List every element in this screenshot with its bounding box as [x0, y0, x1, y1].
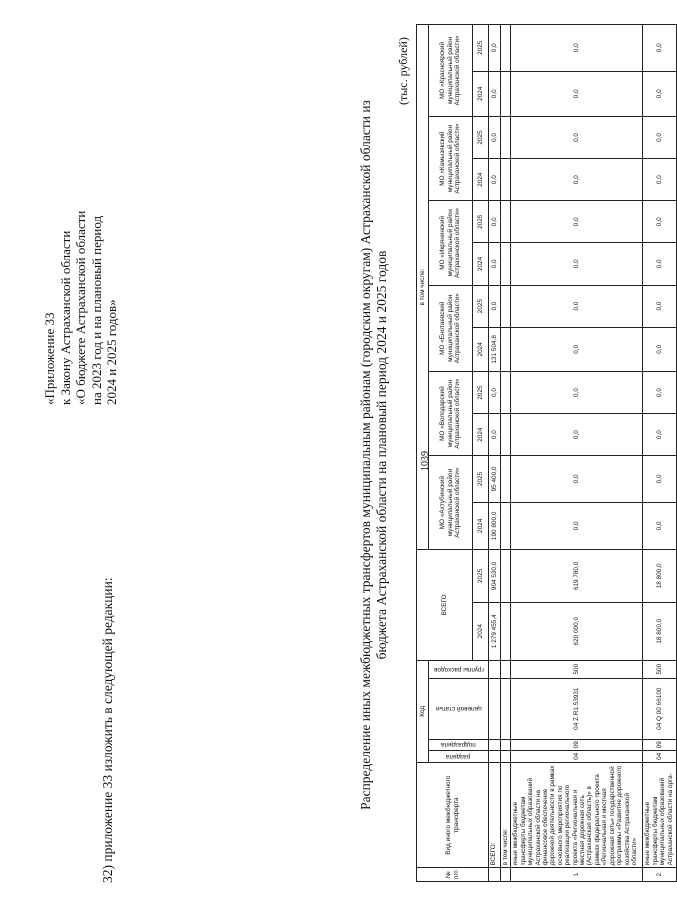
row-section: 04 — [511, 751, 643, 763]
units-label: (тыс. рублей) — [396, 37, 410, 105]
value-cell: 0,0 — [511, 201, 643, 243]
value-cell: 0,0 — [643, 116, 677, 158]
value-cell: 0,0 — [511, 25, 643, 72]
row-target: 04 Q 00 66100 — [643, 678, 677, 739]
appendix-header — [42, 211, 120, 405]
value-cell: 0,0 — [511, 159, 643, 201]
value-cell: 0,0 — [489, 201, 501, 243]
value-cell: 0,0 — [643, 371, 677, 413]
header-code-group: группы расходов — [429, 660, 489, 678]
value-cell: 0,0 — [643, 159, 677, 201]
value-cell: 0,0 — [511, 502, 643, 549]
header-including: в том числе: — [417, 25, 429, 550]
value-cell: 0,0 — [489, 116, 501, 158]
year-header: 2025 — [473, 456, 489, 502]
including-label: в том числе: — [501, 762, 511, 867]
value-cell: 190 800,0 — [489, 502, 501, 549]
document-title — [358, 25, 389, 885]
value-cell: 0,0 — [489, 159, 501, 201]
row-group: 500 — [643, 660, 677, 678]
header-code-section: раздела — [429, 751, 489, 763]
value-cell: 619 780,0 — [511, 550, 643, 603]
value-cell: 0,0 — [511, 116, 643, 158]
row-subsection: 09 — [511, 739, 643, 751]
row-section: 04 — [643, 751, 677, 763]
header-code: Код — [417, 660, 429, 762]
header-mo-kamyzyaksky: МО «Камызякский муниципальный район Астраханской области» — [429, 116, 473, 200]
transfers-table — [416, 24, 677, 882]
value-cell: 0,0 — [511, 243, 643, 285]
value-cell: 0,0 — [511, 414, 643, 456]
value-cell: 0,0 — [489, 371, 501, 413]
appendix-line: «Приложение 33 — [42, 312, 57, 405]
value-cell: 0,0 — [643, 243, 677, 285]
header-total: ВСЕГО — [417, 550, 473, 661]
row-num: 1 — [511, 868, 643, 882]
page-number: 1039 — [420, 451, 431, 471]
value-cell: 620 000,0 — [511, 602, 643, 660]
appendix-line: 2024 и 2025 годов» — [104, 299, 119, 405]
header-mo-volodarsky: МО «Володарский муниципальный район Астраханской области» — [429, 371, 473, 455]
year-header: 2024 — [473, 502, 489, 549]
year-header: 2024 — [473, 414, 489, 456]
value-cell: 95 400,0 — [489, 456, 501, 502]
year-header: 2025 — [473, 371, 489, 413]
title-line: Распределение иных межбюджетных трансфертов муниципальным районам (городским округам) Астраханской области из — [358, 100, 373, 810]
row-target: 04 Z R1 53931 — [511, 678, 643, 739]
header-num: № п/п — [417, 868, 489, 882]
year-header: 2024 — [473, 327, 489, 371]
value-cell: 0,0 — [511, 327, 643, 371]
appendix-line: к Закону Астраханской области — [57, 230, 73, 405]
including-row — [501, 25, 511, 882]
title-line: бюджета Астраханской области на плановый период 2024 и 2025 годов — [373, 250, 389, 660]
value-cell: 0,0 — [643, 25, 677, 72]
header-mo-ikryaninsky: МО «Икрянинский муниципальный район Астраханской области» — [429, 201, 473, 285]
value-cell: 0,0 — [489, 414, 501, 456]
year-header: 2024 — [473, 159, 489, 201]
year-header: 2025 — [473, 201, 489, 243]
row-kind: иные межбюджетные трансферты бюджетам муниципальных образований Астраханской области на орга- — [643, 762, 677, 867]
row-num: 2 — [643, 868, 677, 882]
table-row — [511, 25, 643, 882]
year-header: 2025 — [473, 285, 489, 327]
value-cell: 18 800,0 — [643, 550, 677, 603]
appendix-line: на 2023 год и на плановый период — [88, 215, 104, 405]
year-header: 2024 — [473, 243, 489, 285]
value-cell: 0,0 — [643, 456, 677, 502]
appendix-line: «О бюджете Астраханской области — [73, 210, 88, 405]
intro-text: 32) приложение 33 изложить в следующей редакции: — [100, 577, 115, 883]
row-kind: иные межбюджетные трансферты бюджетам муниципальных образований Астраханской области на финансовое обеспечение дорожной деятельности в рамках основного мероприятия по реализации регионального проекта «Региональная и местная дорожная сеть (Астраханская область)» в рамках федерального проекта «Региональная и местная дорожная сеть» государственной программы «Развитие дорожного хозяйства Астраханской области» — [511, 762, 643, 867]
value-cell: 0,0 — [511, 371, 643, 413]
value-cell: 1 279 455,4 — [489, 602, 501, 660]
value-cell: 0,0 — [511, 71, 643, 116]
header-kind: Вид иного межбюджетного трансферта — [417, 762, 489, 867]
value-cell: 0,0 — [643, 201, 677, 243]
value-cell: 18 800,0 — [643, 602, 677, 660]
value-cell: 0,0 — [511, 285, 643, 327]
value-cell: 0,0 — [489, 25, 501, 72]
header-mo-krasnoyarsky: МО «Красноярский муниципальный район Астраханской области» — [429, 25, 473, 117]
total-row — [489, 25, 501, 882]
row-group: 500 — [511, 660, 643, 678]
value-cell: 0,0 — [489, 285, 501, 327]
row-subsection: 09 — [643, 739, 677, 751]
value-cell: 0,0 — [489, 71, 501, 116]
year-header: 2024 — [473, 71, 489, 116]
year-header: 2024 — [473, 602, 489, 660]
table-row — [643, 25, 677, 882]
header-code-subsection: подраздела — [429, 739, 489, 751]
year-header: 2025 — [473, 550, 489, 603]
value-cell: 0,0 — [489, 243, 501, 285]
header-mo-akhtuba: МО «Ахтубинский муниципальный район Астраханской области» — [429, 456, 473, 550]
value-cell: 904 530,0 — [489, 550, 501, 603]
year-header: 2025 — [473, 116, 489, 158]
header-code-target: целевой статьи — [429, 678, 489, 739]
value-cell: 131 504,8 — [489, 327, 501, 371]
value-cell: 0,0 — [643, 71, 677, 116]
value-cell: 0,0 — [511, 456, 643, 502]
value-cell: 0,0 — [643, 502, 677, 549]
total-label: ВСЕГО: — [489, 762, 501, 867]
value-cell: 0,0 — [643, 327, 677, 371]
year-header: 2025 — [473, 25, 489, 72]
value-cell: 0,0 — [643, 285, 677, 327]
header-mo-enotaevsky: МО «Енотаевский муниципальный район Астраханской области» — [429, 285, 473, 371]
value-cell: 0,0 — [643, 414, 677, 456]
